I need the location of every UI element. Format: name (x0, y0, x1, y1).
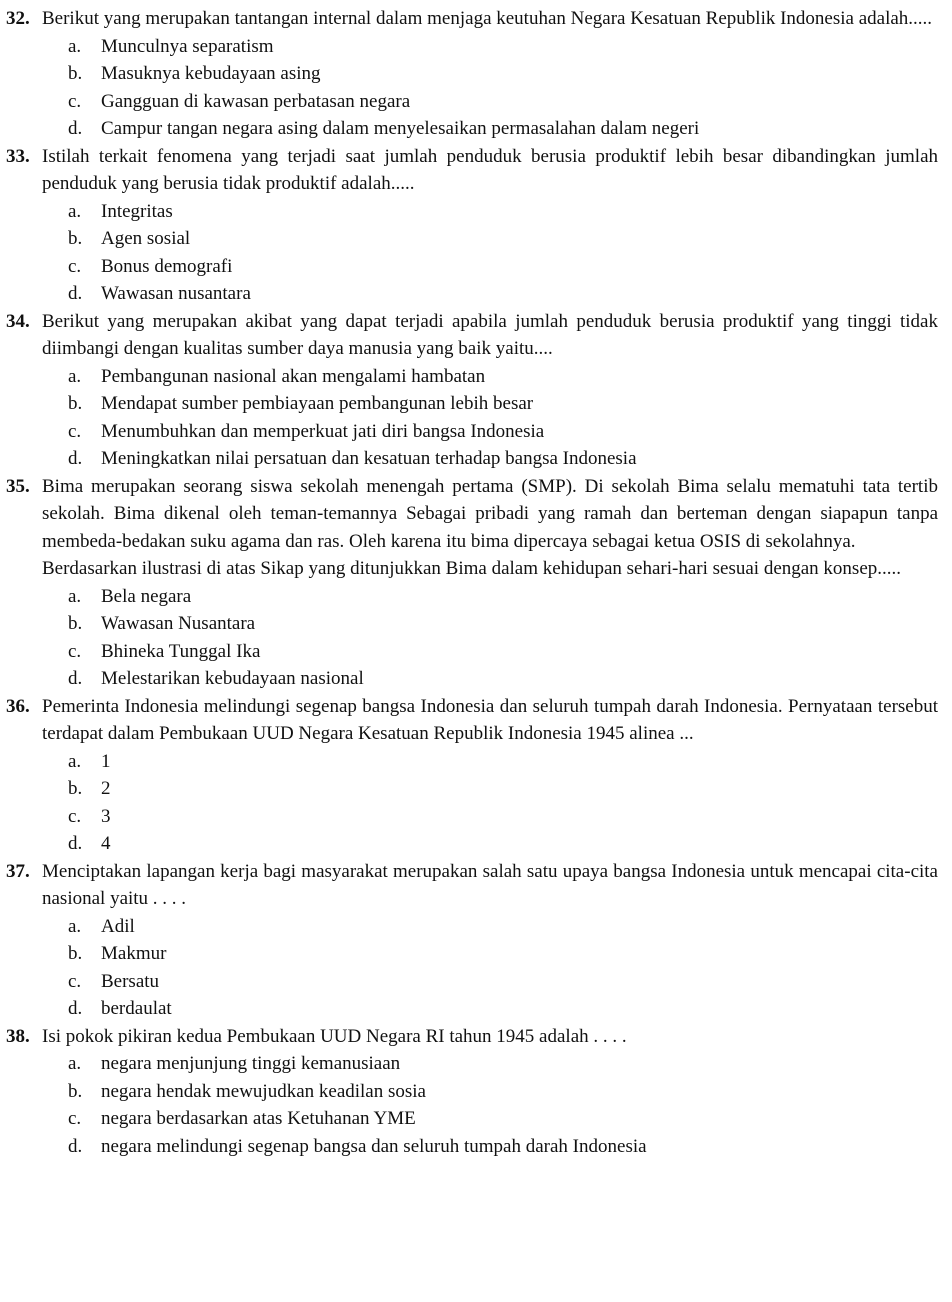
option-list (6, 1050, 938, 1160)
option-letter: a. (68, 200, 82, 222)
option-a[interactable] (68, 33, 938, 61)
question-36 (6, 693, 938, 858)
question-text: Bima merupakan seorang siswa sekolah menengah pertama (SMP). Di sekolah Bima selalu mematuhi tata tertib sekolah. Bima dikenal oleh teman-temannya Sebagai pribadi yang ramah dan berteman dengan siapapun tanpa membeda-bedakan suku agama dan ras. Oleh karena itu bima dipercaya sebagai ketua OSIS di sekolahnya. (42, 475, 938, 552)
question-text: Menciptakan lapangan kerja bagi masyarakat merupakan salah satu upaya bangsa Indonesia untuk mencapai cita-cita nasional yaitu . . . . (42, 860, 938, 909)
question-33 (6, 143, 938, 308)
option-list (6, 363, 938, 473)
option-letter: a. (68, 365, 82, 387)
option-text: negara melindungi segenap bangsa dan seluruh tumpah darah Indonesia (101, 1135, 647, 1157)
option-list (6, 583, 938, 693)
option-text: Wawasan Nusantara (101, 613, 256, 634)
option-letter: b. (68, 63, 83, 84)
question-number: 32. (6, 8, 30, 29)
option-letter: d. (68, 448, 83, 469)
question-number: 33. (6, 145, 30, 167)
option-c[interactable] (68, 968, 938, 996)
option-letter: b. (68, 613, 83, 634)
option-b[interactable] (68, 225, 938, 253)
question-number: 35. (6, 475, 30, 497)
option-letter: b. (68, 228, 83, 249)
option-letter: c. (68, 1108, 82, 1129)
option-text: Bhineka Tunggal Ika (101, 640, 261, 662)
question-number: 34. (6, 310, 30, 332)
option-letter: d. (68, 118, 83, 139)
question-32 (6, 5, 938, 143)
option-c[interactable] (68, 418, 938, 446)
option-text: negara hendak mewujudkan keadilan sosia (101, 1080, 426, 1102)
option-b[interactable] (68, 390, 938, 418)
option-text: Pembangunan nasional akan mengalami hambatan (101, 365, 486, 387)
option-b[interactable] (68, 940, 938, 968)
question-number: 38. (6, 1025, 30, 1047)
option-letter: d. (68, 283, 83, 304)
option-letter: b. (68, 393, 83, 414)
question-header (6, 858, 938, 913)
option-d[interactable] (68, 1133, 938, 1161)
option-list (6, 198, 938, 308)
option-letter: d. (68, 998, 83, 1019)
option-c[interactable] (68, 638, 938, 666)
option-text: Munculnya separatism (101, 35, 274, 57)
option-text: Agen sosial (101, 228, 191, 249)
question-number: 37. (6, 860, 30, 882)
option-d[interactable] (68, 665, 938, 693)
question-text: Berikut yang merupakan tantangan internal dalam menjaga keutuhan Negara Kesatuan Republik Indonesia adalah..... (42, 8, 933, 29)
question-text: Istilah terkait fenomena yang terjadi saat jumlah penduduk berusia produktif lebih besar dibandingkan jumlah penduduk yang berusia tidak produktif adalah..... (42, 145, 938, 194)
option-text: 3 (101, 805, 111, 827)
option-text: Wawasan nusantara (101, 283, 251, 304)
option-letter: d. (68, 668, 83, 689)
option-text: berdaulat (101, 998, 172, 1019)
option-d[interactable] (68, 115, 938, 143)
option-text: negara menjunjung tinggi kemanusiaan (101, 1053, 401, 1074)
option-letter: c. (68, 970, 82, 992)
option-text: 1 (101, 750, 111, 772)
option-text: Mendapat sumber pembiayaan pembangunan lebih besar (101, 393, 534, 414)
option-text: Bersatu (101, 970, 160, 992)
question-text: Isi pokok pikiran kedua Pembukaan UUD Negara RI tahun 1945 adalah . . . . (42, 1025, 627, 1047)
option-letter: a. (68, 1053, 82, 1074)
option-text: Menumbuhkan dan memperkuat jati diri bangsa Indonesia (101, 420, 545, 442)
option-text: Campur tangan negara asing dalam menyelesaikan permasalahan dalam negeri (101, 118, 700, 139)
option-letter: b. (68, 943, 83, 964)
option-a[interactable] (68, 363, 938, 391)
question-37 (6, 858, 938, 1023)
question-header (6, 308, 938, 363)
option-letter: a. (68, 915, 82, 937)
option-text: Melestarikan kebudayaan nasional (101, 668, 364, 689)
question-header (6, 693, 938, 748)
option-text: negara berdasarkan atas Ketuhanan YME (101, 1108, 416, 1129)
option-c[interactable] (68, 253, 938, 281)
option-letter: d. (68, 1135, 83, 1157)
option-letter: b. (68, 1080, 83, 1102)
option-text: 4 (101, 833, 111, 854)
option-letter: d. (68, 833, 83, 854)
option-text: Makmur (101, 943, 167, 964)
option-c[interactable] (68, 803, 938, 831)
option-c[interactable] (68, 88, 938, 116)
option-d[interactable] (68, 830, 938, 858)
question-header (6, 1023, 938, 1051)
option-text: Integritas (101, 200, 173, 222)
option-text: Bonus demografi (101, 255, 233, 277)
question-header (6, 473, 938, 556)
option-letter: a. (68, 585, 82, 607)
option-text: Bela negara (101, 585, 192, 607)
option-d[interactable] (68, 280, 938, 308)
option-b[interactable] (68, 775, 938, 803)
option-letter: c. (68, 90, 82, 112)
option-d[interactable] (68, 995, 938, 1023)
option-text: Meningkatkan nilai persatuan dan kesatuan terhadap bangsa Indonesia (101, 448, 637, 469)
question-prompt: Berdasarkan ilustrasi di atas Sikap yang ditunjukkan Bima dalam kehidupan sehari-hari sesuai dengan konsep..... (42, 558, 902, 579)
question-header (6, 143, 938, 198)
option-a[interactable] (68, 583, 938, 611)
option-a[interactable] (68, 748, 938, 776)
option-d[interactable] (68, 445, 938, 473)
option-text: Masuknya kebudayaan asing (101, 63, 321, 84)
option-letter: b. (68, 778, 83, 799)
option-letter: a. (68, 35, 82, 57)
option-list (6, 913, 938, 1023)
option-c[interactable] (68, 1105, 938, 1133)
option-a[interactable] (68, 913, 938, 941)
option-b[interactable] (68, 60, 938, 88)
option-text: Adil (101, 915, 135, 937)
option-text: 2 (101, 778, 111, 799)
option-b[interactable] (68, 1078, 938, 1106)
option-list (6, 748, 938, 858)
question-text: Pemerinta Indonesia melindungi segenap bangsa Indonesia dan seluruh tumpah darah Indonesia. Pernyataan tersebut terdapat dalam Pembukaan UUD Negara Kesatuan Republik Indonesia 1945 alinea ... (42, 695, 938, 744)
option-list (6, 33, 938, 143)
question-34 (6, 308, 938, 473)
option-letter: a. (68, 750, 82, 772)
option-text: Gangguan di kawasan perbatasan negara (101, 90, 411, 112)
option-a[interactable] (68, 198, 938, 226)
question-35 (6, 473, 938, 693)
option-letter: c. (68, 805, 82, 827)
option-b[interactable] (68, 610, 938, 638)
question-text: Berikut yang merupakan akibat yang dapat terjadi apabila jumlah penduduk berusia produktif yang tinggi tidak diimbangi dengan kualitas sumber daya manusia yang baik yaitu.... (42, 310, 938, 359)
option-a[interactable] (68, 1050, 938, 1078)
question-38 (6, 1023, 938, 1161)
question-header (6, 5, 938, 33)
option-letter: c. (68, 640, 82, 662)
option-letter: c. (68, 255, 82, 277)
option-letter: c. (68, 420, 82, 442)
question-number: 36. (6, 695, 30, 717)
